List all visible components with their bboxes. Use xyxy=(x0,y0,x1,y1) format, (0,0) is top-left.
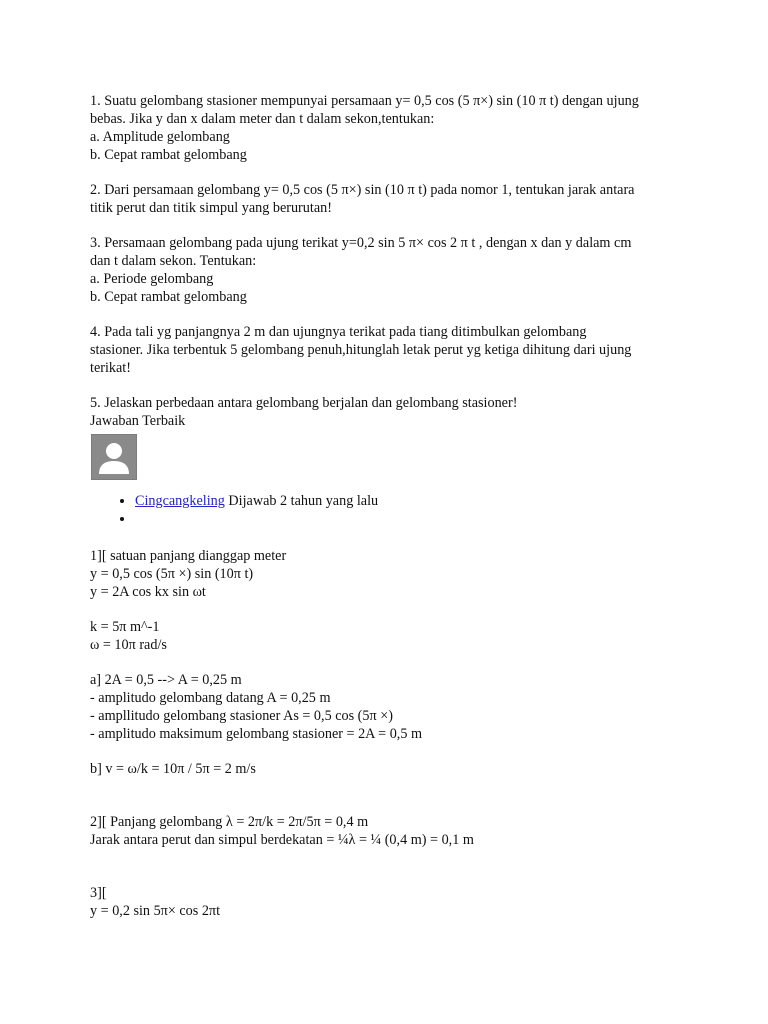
question-2-line-2: titik perut dan titik simpul yang berurutan! xyxy=(90,200,332,216)
answerer-username-link[interactable]: Cingcangkeling xyxy=(135,493,225,509)
answer-2 xyxy=(90,813,690,849)
best-answer-label: Jawaban Terbaik xyxy=(90,413,186,429)
question-1-part-b: b. Cepat rambat gelombang xyxy=(90,147,247,163)
answer-1-omega: ω = 10π rad/s xyxy=(90,637,167,653)
question-3-line-2: dan t dalam sekon. Tentukan: xyxy=(90,253,257,269)
document-page xyxy=(90,92,690,920)
answer-1-k: k = 5π m^-1 xyxy=(90,619,160,635)
question-5-line-1: 5. Jelaskan perbedaan antara gelombang berjalan dan gelombang stasioner! xyxy=(90,395,518,411)
question-3-part-a: a. Periode gelombang xyxy=(90,271,214,287)
answer-3 xyxy=(90,884,690,920)
question-3-part-b: b. Cepat rambat gelombang xyxy=(90,289,247,305)
question-1-part-a: a. Amplitude gelombang xyxy=(90,129,230,145)
spacer xyxy=(90,778,690,813)
answer-1-constants xyxy=(90,618,690,654)
answer-meta-list xyxy=(90,492,690,528)
answered-time-text: Dijawab 2 tahun yang lalu xyxy=(224,493,379,509)
answer-1-a-item-2: - ampllitudo gelombang stasioner As = 0,5 cos (5π ×) xyxy=(90,708,393,724)
user-avatar-icon xyxy=(91,434,137,480)
question-4-line-2: stasioner. Jika terbentuk 5 gelombang penuh,hitunglah letak perut yg ketiga dihitung dari ujung xyxy=(90,342,632,358)
question-4 xyxy=(90,323,690,377)
answer-2-line-1: 2][ Panjang gelombang λ = 2π/k = 2π/5π = 0,4 m xyxy=(90,814,369,830)
question-1-line-2: bebas. Jika y dan x dalam meter dan t dalam sekon,tentukan: xyxy=(90,111,435,127)
answer-1-part-b xyxy=(90,760,690,778)
answer-1-a-line: a] 2A = 0,5 --> A = 0,25 m xyxy=(90,672,242,688)
question-5 xyxy=(90,394,690,430)
answer-1-a-item-3: - amplitudo maksimum gelombang stasioner = 2A = 0,5 m xyxy=(90,726,423,742)
answer-1-a-item-1: - amplitudo gelombang datang A = 0,25 m xyxy=(90,690,331,706)
question-2-line-1: 2. Dari persamaan gelombang y= 0,5 cos (5 π×) sin (10 π t) pada nomor 1, tentukan jarak antara xyxy=(90,182,635,198)
question-1-line-1: 1. Suatu gelombang stasioner mempunyai persamaan y= 0,5 cos (5 π×) sin (10 π t) dengan ujung xyxy=(90,93,639,109)
answer-1-b-line: b] v = ω/k = 10π / 5π = 2 m/s xyxy=(90,761,256,777)
question-1 xyxy=(90,92,690,164)
answer-3-equation-1: y = 0,2 sin 5π× cos 2πt xyxy=(90,903,221,919)
answer-1-equation-1: y = 0,5 cos (5π ×) sin (10π t) xyxy=(90,566,254,582)
list-item xyxy=(135,510,690,528)
spacer xyxy=(90,849,690,884)
question-2 xyxy=(90,181,690,217)
question-3-line-1: 3. Persamaan gelombang pada ujung terikat y=0,2 sin 5 π× cos 2 π t , dengan x dan y dalam cm xyxy=(90,235,632,251)
answer-1-part-a xyxy=(90,671,690,743)
question-3 xyxy=(90,234,690,306)
answer-2-line-2: Jarak antara perut dan simpul berdekatan = ¼λ = ¼ (0,4 m) = 0,1 m xyxy=(90,832,474,848)
question-4-line-1: 4. Pada tali yg panjangnya 2 m dan ujungnya terikat pada tiang ditimbulkan gelombang xyxy=(90,324,587,340)
answer-3-header: 3][ xyxy=(90,885,107,901)
question-4-line-3: terikat! xyxy=(90,360,131,376)
answer-1-setup xyxy=(90,547,690,601)
list-item xyxy=(135,492,690,510)
answer-1-equation-2: y = 2A cos kx sin ωt xyxy=(90,584,206,600)
answer-1-header: 1][ satuan panjang dianggap meter xyxy=(90,548,287,564)
